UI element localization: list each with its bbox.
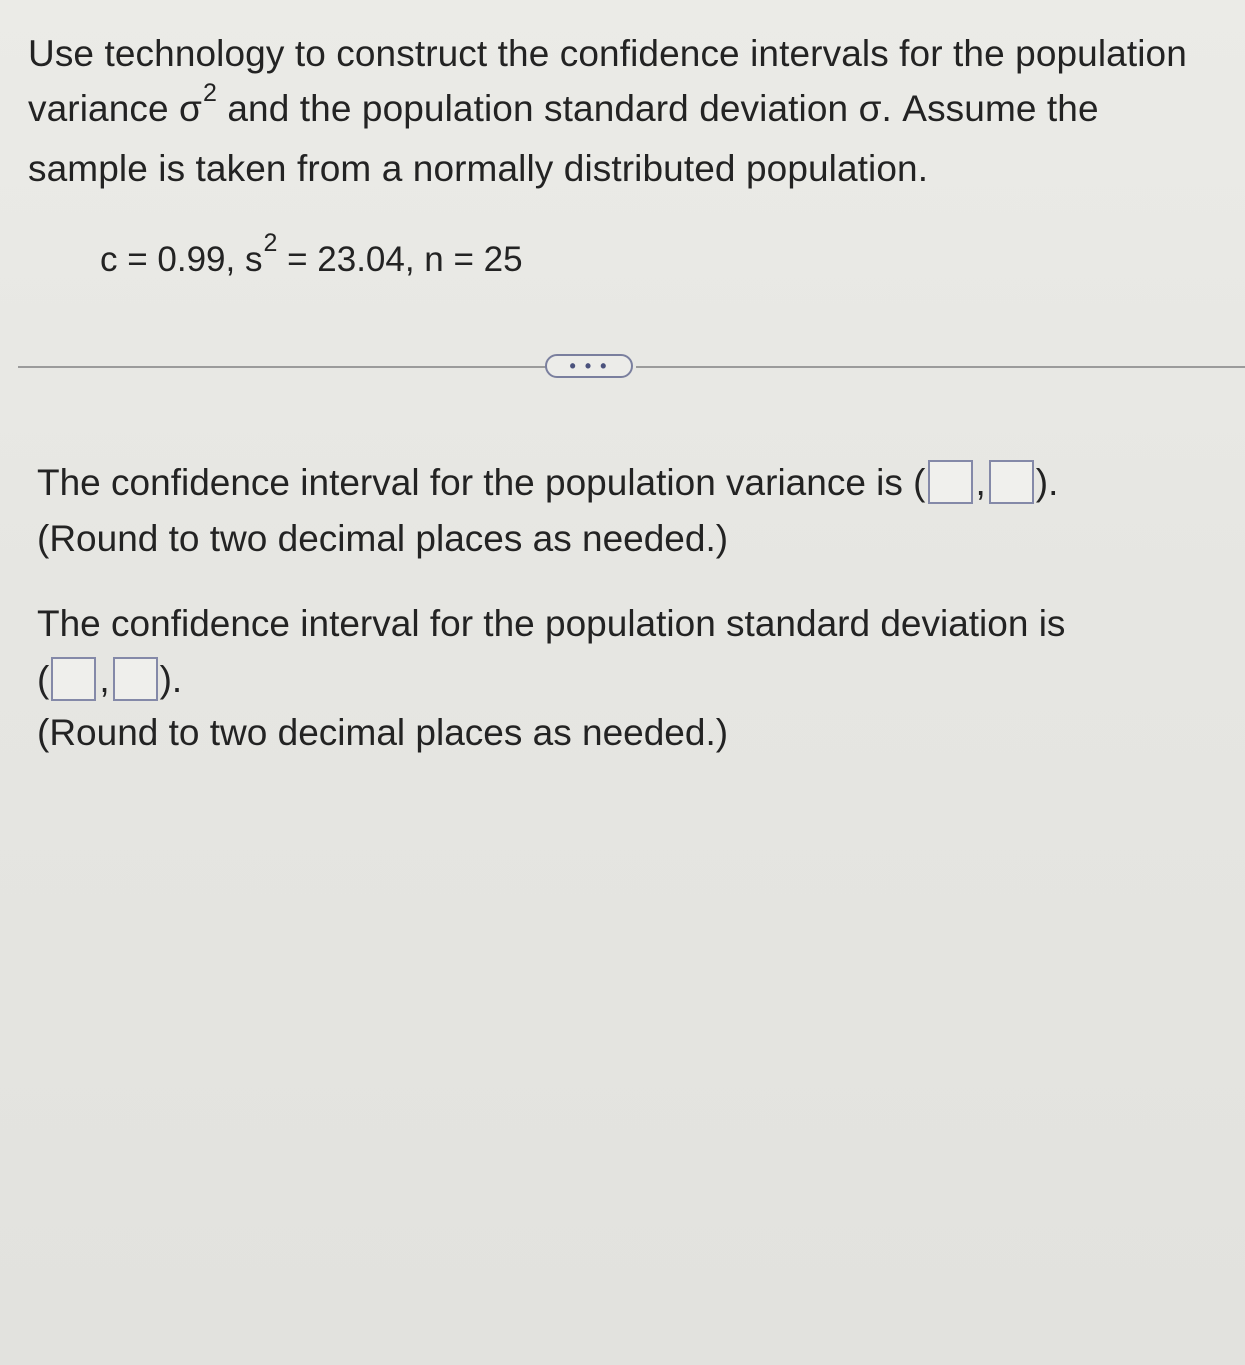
variance-superscript: 2 (202, 79, 217, 107)
standard-deviation-answer-line: The confidence interval for the population standard deviation is (37, 603, 1066, 644)
sd-answer-suffix: ). (159, 659, 183, 700)
variance-answer-suffix: ). (1035, 462, 1059, 503)
variance-rounding-note: (Round to two decimal places as needed.) (37, 518, 729, 559)
given-c-and-s: c = 0.99, s (100, 240, 263, 279)
section-divider-right (636, 366, 1245, 368)
question-line-2-end: and the population standard deviation σ. Assume the (216, 88, 1099, 129)
question-line-2 (28, 81, 1233, 141)
variance-answer-line (37, 455, 1058, 510)
sd-upper-bound-input[interactable] (113, 657, 158, 701)
given-values (100, 229, 523, 288)
variance-symbol-text: variance σ (28, 88, 202, 129)
standard-deviation-rounding-note: (Round to two decimal places as needed.) (37, 712, 729, 753)
more-options-button[interactable]: • • • (545, 354, 633, 378)
question-line-3: sample is taken from a normally distributed population. (28, 148, 929, 189)
sd-open-paren: ( (37, 659, 50, 700)
given-s-superscript: 2 (263, 229, 278, 257)
variance-upper-bound-input[interactable] (989, 460, 1034, 504)
section-divider-left (18, 366, 546, 368)
question-text (28, 26, 1233, 196)
standard-deviation-input-line (37, 652, 182, 707)
sd-lower-bound-input[interactable] (51, 657, 96, 701)
sd-comma: , (99, 659, 110, 700)
variance-comma: , (975, 462, 986, 503)
given-rest: = 23.04, n = 25 (277, 240, 523, 279)
variance-lower-bound-input[interactable] (928, 460, 973, 504)
variance-answer-prefix: The confidence interval for the population variance is ( (37, 462, 926, 503)
question-line-1: Use technology to construct the confidence intervals for the population (28, 33, 1187, 74)
